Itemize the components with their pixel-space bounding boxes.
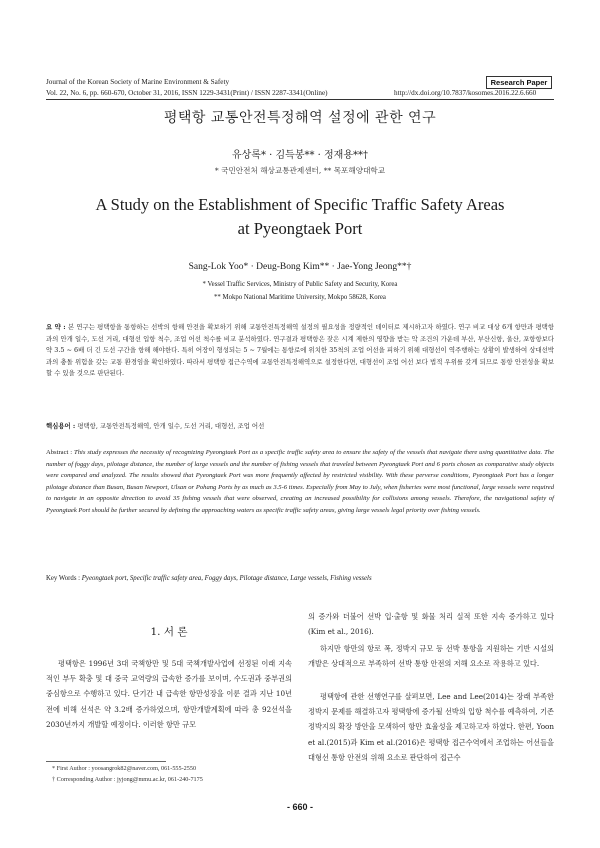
footnote-rule [46,761,166,762]
research-paper-badge: Research Paper [486,76,552,89]
volume-line: Vol. 22, No. 6, pp. 660-670, October 31, 2016, ISSN 1229-3431(Print) / ISSN 2287-3341(Online) [46,89,328,97]
korean-keywords-label: 핵심용어 : [46,422,76,430]
english-affiliation-2: ** Mokpo National Maritime University, Mokpo 58628, Korea [214,294,386,301]
page-number: - 660 - [286,802,313,812]
right-column-p1: 의 증가와 더불어 선박 입·출항 및 화물 처리 실적 또한 지속 증가하고 있다(Kim et al., 2016). [308,612,554,637]
english-keywords-text: Pyeongtaek port, Specific traffic safety area, Foggy days, Pilotage distance, Large vessels, Fishing vessels [81,575,372,582]
english-title-line1: A Study on the Establishment of Specific Traffic Safety Areas [95,195,505,214]
english-keywords-label: Key Words : [46,575,81,582]
english-abstract-label: Abstract : [46,449,73,456]
korean-affiliation: * 국민안전처 해상교통관제센터, ** 목포해양대학교 [214,166,386,175]
footnote-corresponding-author: † Corresponding Author : jyjong@mmu.ac.kr, 061-240-7175 [52,776,203,783]
doi[interactable]: http://dx.doi.org/10.7837/kosomes.2016.22.6.660 [394,89,537,97]
english-authors: Sang-Lok Yoo* · Deug-Bong Kim** · Jae-Yong Jeong**† [188,262,412,272]
korean-keywords-text: 평택항, 교통안전특정해역, 안개 일수, 도선 거리, 대형선, 조업 어선 [77,422,265,430]
english-abstract-text: This study expresses the necessity of recognizing Pyeongtaek Port as a specific traffic safety area to ensure the safety of the vessels that navigate there using quantitative data. The number of foggy days, pilotage distance, the number of large vessels and the number of fishing vessels that traveled between Pyeongtaek Port and 6 ports chosen as comparative study objects were compared and analyzed. The results showed that Pyeongtaek Port was more frequently affected by restricted visibility. With these perverse conditions, Pyeongtaek Port has a longer pilotage distance than Busan, Busan Newport, Ulsan or Pohang Ports by as much as 3.5-6 times. Especially from May to July, when fisheries were most functional, large vessels were required to navigate in an opposite direction to avoid 35 fishing vessels that were observed, creating an increased possibility for collisions among vessels. Therefore, the navigational safety of Pyeongtaek Port should be further secured by defining the approaching waters as specific traffic safety areas, giving large vessels legal priority over fishing vessels. [46,449,554,514]
korean-keywords [46,421,554,430]
footnote-first-author: * First Author : yoosangrok82@naver.com, 061-555-2550 [52,765,197,772]
section-title: 1. 서 론 [150,626,188,638]
korean-abstract [46,322,554,380]
journal-name: Journal of the Korean Society of Marine Environment & Safety [46,78,230,86]
right-column-p2: 하지만 항만의 항로 폭, 정박지 규모 등 선박 통항을 지원하는 기반 시설의 개발은 상대적으로 부족하여 선박 통항 안전의 저해 요소로 작용하고 있다. [308,644,554,669]
left-column-text: 평택항은 1996년 3대 국책항만 및 5대 국책개발사업에 선정된 이래 지속적인 부두 확충 및 대 중국 교역량의 급속한 증가를 보이며, 수도권과 중부권의 중심항으로 수행하고 있다. 단기간 내 급속한 항만성장을 이룬 결과 지난 10년 전에 비해 선석은 약 3.2배 증가하였으며, 항만개발계획에 따라 총 92선석을 2030년까지 개발할 예정이다. 이러한 항만 규모 [46,659,292,729]
korean-title: 평택항 교통안전특정해역 설정에 관한 연구 [163,110,437,126]
korean-abstract-text: 본 연구는 평택항을 통항하는 선박의 항해 안전을 확보하기 위해 교통안전특정해역 설정의 필요성을 정량적인 데이터로 제시하고자 하였다. 연구 비교 대상 6개 항만과 평택항과의 안개 일수, 도선 거리, 대형선 입항 척수, 조업 어선 척수를 비교 분석하였다. 연구결과 평택항은 잦은 시계 제한의 영향을 받는 악 조건의 가운데 부산, 부산신항, 울산, 포항항보다 약 3.5 ~ 6배 더 긴 도선 구간을 항해 해야한다. 특히 어장이 형성되는 5 ~ 7월에는 통항로에 위치한 35척의 조업 어선을 피하기 위해 대형선이 역주행하는 상황이 발생하여 상대선박과의 충돌 위험을 갖는 교통 환경임을 확인하였다. 따라서 평택항 접근수역에 교통안전특정해역으로 설정한다면, 대형선이 조업 어선 보다 법적 우위를 갖게 되므로 통항 안전성을 확보할 수 있을 것으로 판단된다. [46,323,554,378]
english-abstract [46,447,554,517]
right-column-p3: 평택항에 관한 선행연구를 살펴보면, Lee and Lee(2014)는 장래 부족한 정박지 문제를 해결하고자 평택항에 증가될 선박의 입항 척수를 예측하여, 기존 정박지의 확장 방안을 모색하여 항만 효율성을 제고하고자 하였다. 한편, Yoon et al.(2015)과 Kim et al.(2016)은 평택항 접근수역에서 조업하는 어선들을 대형선 통항 안전의 위해 요소로 판단하여 접근수 [308,692,554,762]
english-affiliation-1: * Vessel Traffic Services, Ministry of Public Safety and Security, Korea [202,281,398,288]
korean-authors: 유상록* · 김득봉** · 정재용**† [231,150,368,161]
korean-abstract-label: 요 약 : [46,323,66,331]
english-keywords [46,575,554,582]
header-rule [46,99,554,100]
english-title-line2: at Pyeongtaek Port [237,219,363,238]
